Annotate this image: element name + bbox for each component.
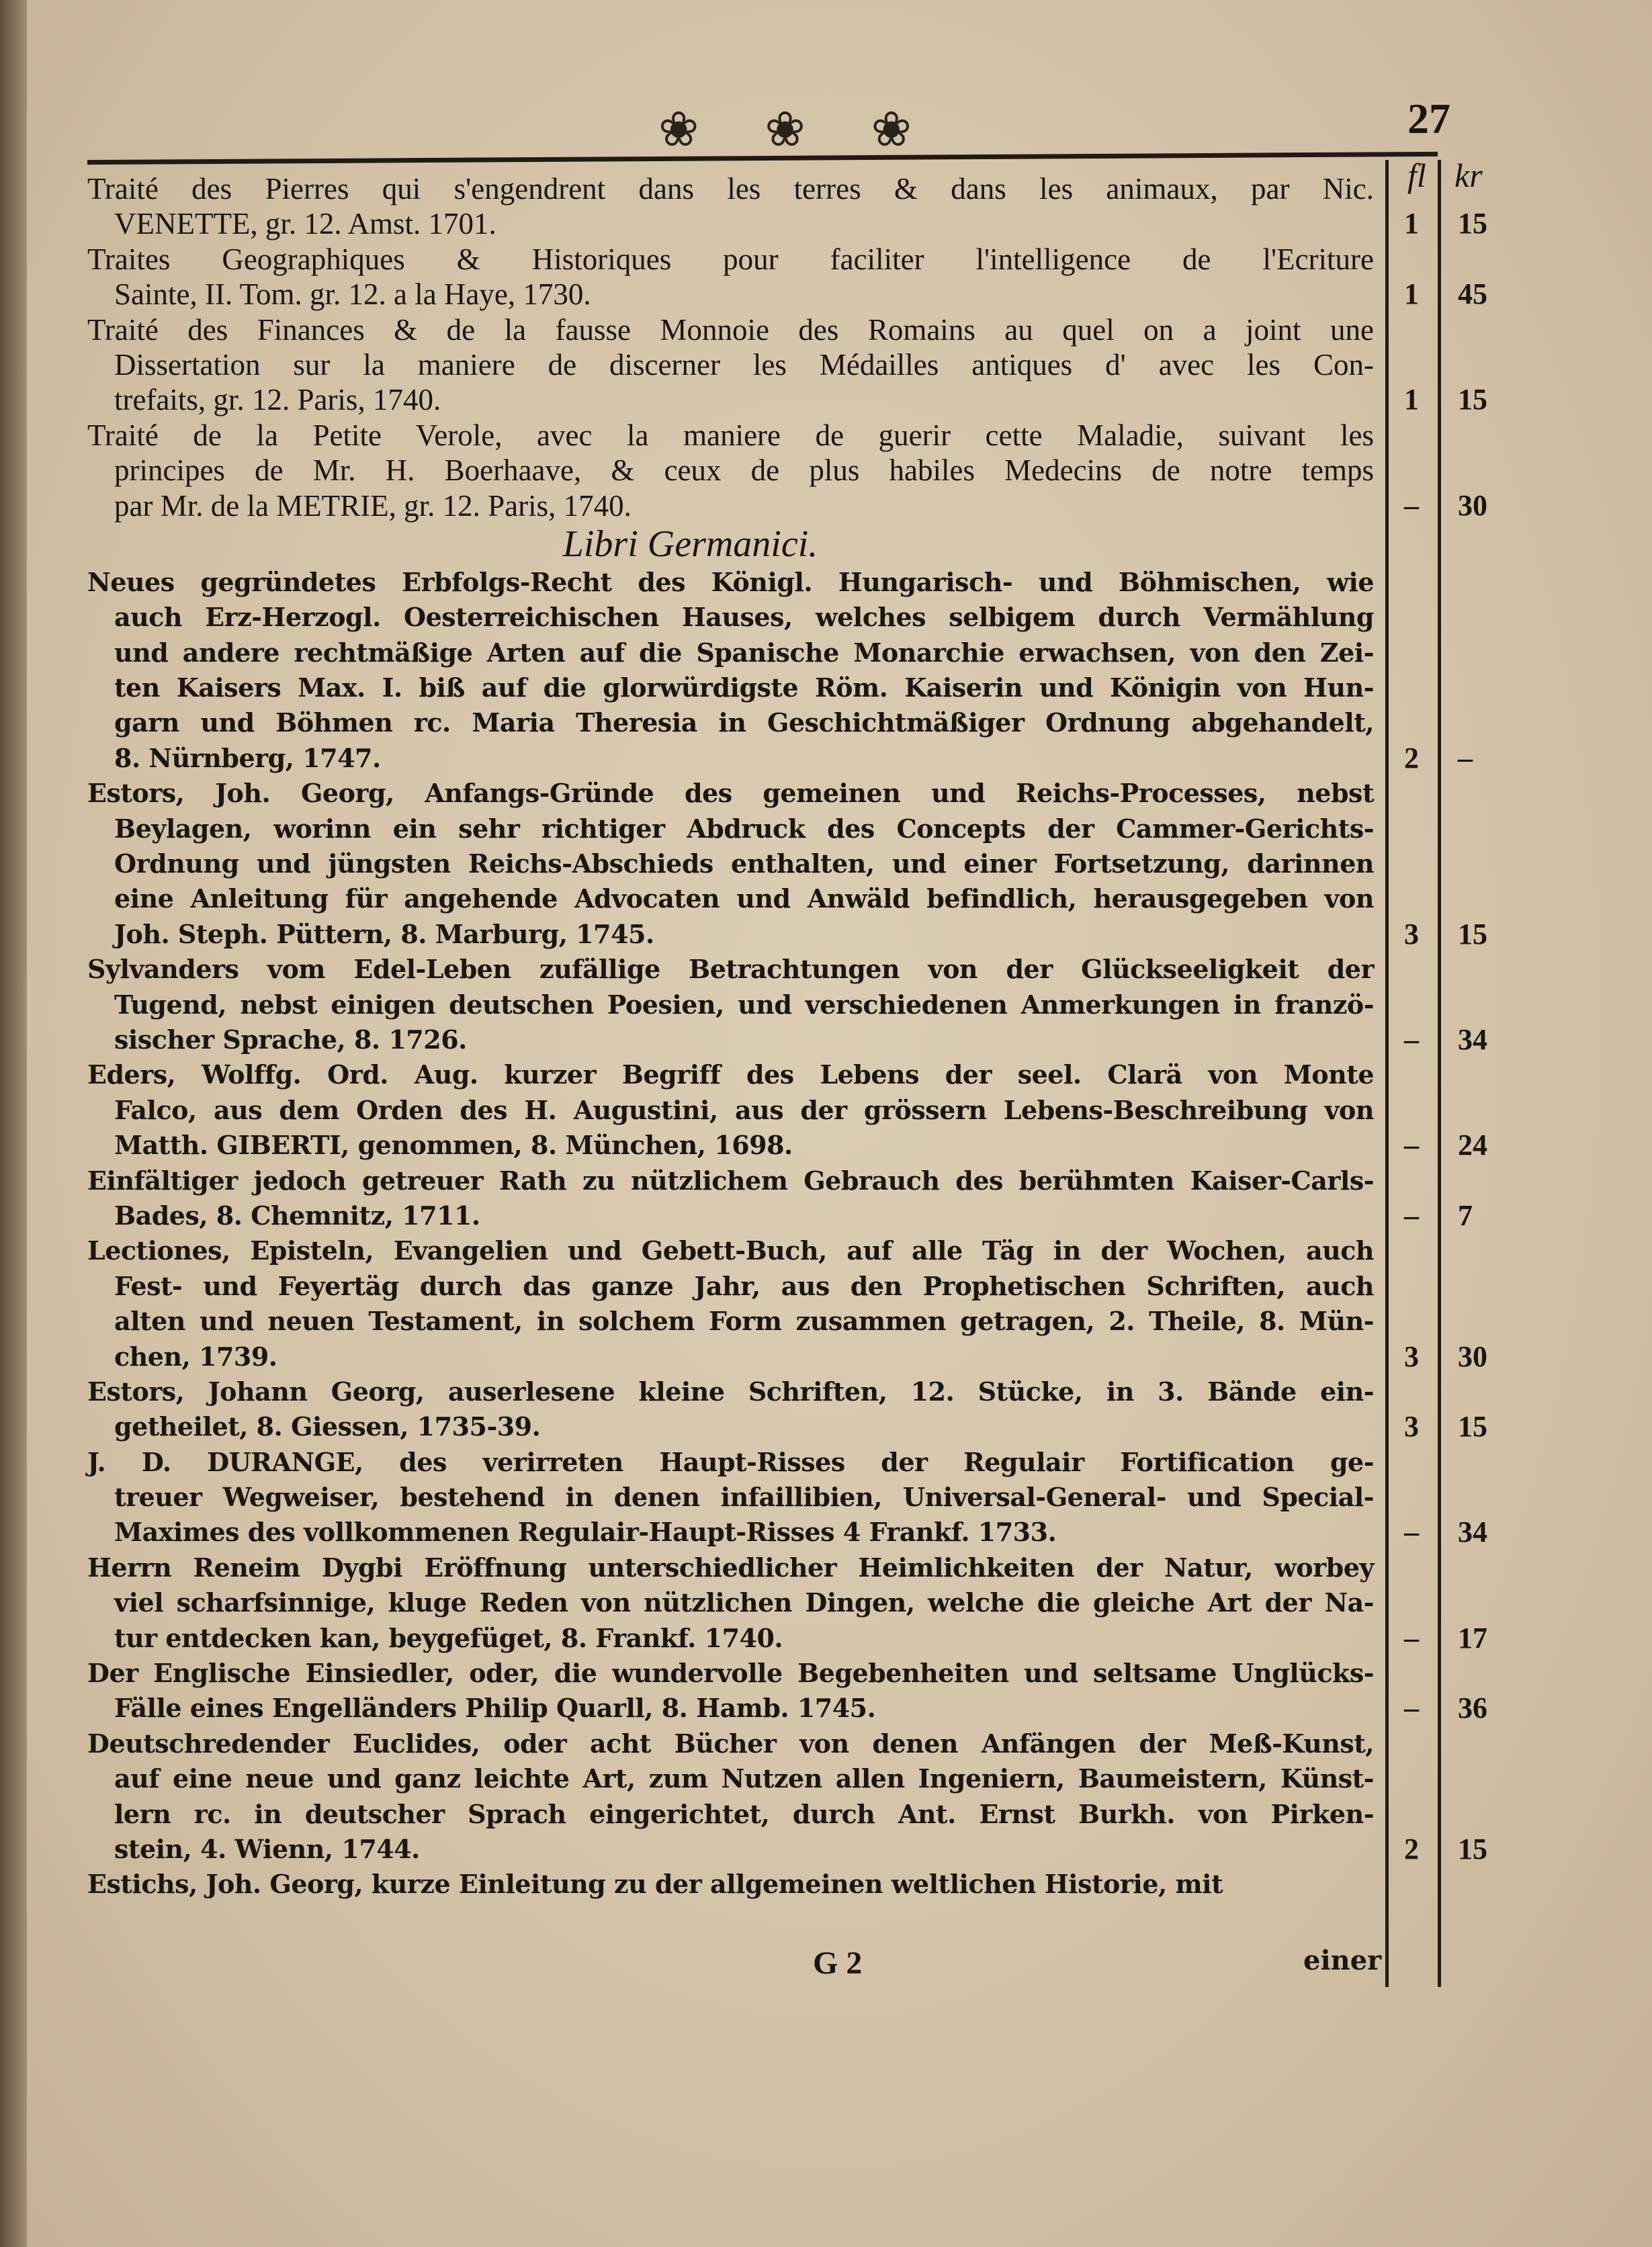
entry-text: und andere rechtmäßige Arten auf die Spanische Monarchie erwachsen, von den Zei- — [114, 637, 1374, 668]
price-kr: 15 — [1458, 383, 1487, 416]
entry-line — [87, 1726, 1374, 1761]
entry-text: garn und Böhmen rc. Maria Theresia in Geschichtmäßiger Ordnung abgehandelt, — [114, 707, 1374, 738]
price-kr: 17 — [1458, 1621, 1487, 1655]
entry-line — [87, 418, 1374, 453]
entry-text: Matth. GIBERTI, genommen, 8. München, 1698. — [114, 1130, 793, 1161]
price-fl: – — [1404, 1515, 1419, 1549]
price-kr: 15 — [1458, 1832, 1487, 1865]
entry-line — [87, 1198, 1473, 1233]
catalogue-entry — [87, 242, 1487, 312]
price-kr: 15 — [1458, 917, 1487, 951]
entry-text: alten und neuen Testament, in solchem Form zusammen getragen, 2. Theile, 8. Mün- — [114, 1306, 1374, 1337]
price-fl: – — [1404, 1621, 1419, 1655]
catalogue-entry — [87, 418, 1487, 523]
price-kr: 15 — [1458, 207, 1487, 240]
entry-text: sischer Sprache, 8. 1726. — [114, 1024, 467, 1055]
price-fl: 2 — [1404, 1832, 1419, 1865]
entry-line — [87, 1656, 1374, 1691]
entry-line — [87, 171, 1374, 206]
column-header-kr: kr — [1454, 157, 1483, 194]
catalogue-entry — [87, 1233, 1487, 1374]
price-fl: – — [1404, 1691, 1419, 1725]
entry-text: treuer Wegweiser, bestehend in denen infaillibien, Universal-General- und Special- — [114, 1482, 1374, 1513]
entry-line — [87, 705, 1374, 740]
catalogue-entry — [87, 1867, 1374, 1902]
entry-line — [87, 1022, 1487, 1057]
entry-text: Der Englische Einsiedler, oder, die wundervolle Begebenheiten und seltsame Unglücks- — [87, 1658, 1374, 1689]
price-fl: 3 — [1404, 917, 1419, 951]
price-kr: 34 — [1458, 1022, 1487, 1056]
entry-line — [87, 1163, 1374, 1198]
price-fl: – — [1404, 1129, 1419, 1162]
catalogue-entry — [87, 565, 1473, 776]
entry-text: Herrn Reneim Dygbi Eröffnung unterschiedlicher Heimlichkeiten der Natur, worbey — [87, 1552, 1374, 1583]
entry-line — [87, 1374, 1374, 1409]
entry-text: eine Anleitung für angehende Advocaten und Anwäld befindlich, herausgegeben von — [114, 883, 1374, 914]
entry-text: Neues gegründetes Erbfolgs-Recht des Königl. Hungarisch- und Böhmischen, wie — [87, 566, 1374, 597]
price-kr: – — [1458, 741, 1473, 775]
section-heading: Libri Germanici. — [562, 523, 818, 565]
entry-line — [87, 1585, 1374, 1620]
entry-line — [87, 565, 1374, 600]
entry-line — [87, 1621, 1487, 1656]
price-fl: – — [1404, 1198, 1419, 1232]
entry-text: Sylvanders vom Edel-Leben zufällige Betrachtungen von der Glückseeligkeit der — [87, 954, 1374, 985]
entry-text: Maximes des vollkommenen Regulair-Haupt-Risses 4 Frankf. 1733. — [114, 1517, 1057, 1548]
catalogue-entry — [87, 1550, 1487, 1656]
price-fl: 1 — [1404, 383, 1419, 416]
entry-text: ten Kaisers Max. I. biß auf die glorwürdigste Röm. Kaiserin und Königin von Hun- — [114, 672, 1374, 703]
entry-line — [87, 1691, 1487, 1726]
catalogue-entry — [87, 1163, 1473, 1234]
entry-line — [87, 670, 1374, 705]
page-number: 27 — [1407, 95, 1450, 142]
column-divider-left — [1385, 160, 1389, 1987]
price-kr: 7 — [1458, 1198, 1473, 1232]
catalogue-entry — [87, 1374, 1487, 1445]
entry-line — [87, 917, 1487, 952]
entry-text: Fälle eines Engelländers Philip Quarll, 8. Hamb. 1745. — [114, 1693, 876, 1724]
price-fl: 1 — [1404, 277, 1419, 311]
entry-text: getheilet, 8. Giessen, 1735-39. — [114, 1411, 541, 1442]
price-fl: 2 — [1404, 741, 1419, 775]
entry-text: Estichs, Joh. Georg, kurze Einleitung zu der allgemeinen weltlichen Historie, mit — [87, 1869, 1223, 1900]
entry-line — [87, 1093, 1374, 1128]
entry-line — [87, 206, 1487, 241]
entry-line — [87, 1797, 1374, 1832]
catalogue-entry — [87, 776, 1487, 952]
price-kr: 15 — [1458, 1410, 1487, 1444]
entry-line — [87, 1128, 1487, 1163]
entry-line — [87, 776, 1374, 811]
entry-line — [87, 1233, 1374, 1268]
entry-line — [87, 1480, 1374, 1515]
price-fl: – — [1404, 1022, 1419, 1056]
catalogue-entry — [87, 952, 1487, 1057]
entry-text: Fest- und Feyertäg durch das ganze Jahr, aus den Prophetischen Schriften, auch — [114, 1270, 1374, 1301]
column-header-fl: fl — [1407, 157, 1426, 194]
entry-text: Deutschredender Euclides, oder acht Bücher von denen Anfängen der Meß-Kunst, — [87, 1728, 1374, 1759]
price-kr: 30 — [1458, 1339, 1487, 1373]
price-fl: 3 — [1404, 1339, 1419, 1373]
entry-line — [87, 1867, 1374, 1902]
entry-text: Dissertation sur la maniere de discerner les Médailles antiques d' avec les Con- — [114, 347, 1374, 382]
entry-text: Traité des Finances & de la fausse Monnoie des Romains au quel on a joint une — [87, 312, 1374, 347]
price-kr: 36 — [1458, 1691, 1487, 1725]
price-fl: 1 — [1404, 207, 1419, 240]
entry-line — [87, 1409, 1487, 1444]
entry-line — [87, 846, 1374, 881]
price-kr: 45 — [1458, 277, 1487, 311]
entry-line — [87, 1550, 1374, 1585]
entry-line — [87, 600, 1374, 635]
entry-text: J. D. DURANGE, des verirreten Haupt-Risses der Regulair Fortification ge- — [87, 1446, 1374, 1477]
entry-text: Eders, Wolffg. Ord. Aug. kurzer Begriff des Lebens der seel. Clarä von Monte — [87, 1059, 1374, 1090]
entry-text: Sainte, II. Tom. gr. 12. a la Haye, 1730. — [114, 277, 591, 312]
entry-line — [87, 1515, 1487, 1550]
entry-line — [87, 811, 1374, 846]
entry-line — [87, 488, 1487, 523]
entry-line — [87, 1832, 1487, 1867]
entry-line — [87, 987, 1374, 1022]
entry-text: par Mr. de la METRIE, gr. 12. Paris, 1740. — [114, 488, 632, 523]
entry-text: Joh. Steph. Püttern, 8. Marburg, 1745. — [114, 918, 654, 949]
entry-line — [87, 1269, 1374, 1304]
entry-line — [87, 635, 1374, 670]
entry-line — [87, 453, 1374, 488]
signature-mark: G 2 — [813, 1945, 863, 1981]
entry-text: Lectiones, Episteln, Evangelien und Gebett-Buch, auf alle Täg in der Wochen, auch — [87, 1235, 1374, 1266]
price-fl: 3 — [1404, 1410, 1419, 1444]
header-ornaments: ❀ ❀ ❀ — [658, 103, 939, 157]
entry-text: tur entdecken kan, beygefüget, 8. Frankf. 1740. — [114, 1622, 783, 1653]
entry-text: Beylagen, worinn ein sehr richtiger Abdruck des Concepts der Cammer-Gerichts- — [114, 813, 1374, 844]
entry-text: Bades, 8. Chemnitz, 1711. — [114, 1200, 480, 1231]
catalogue-entry — [87, 312, 1487, 418]
entry-text: auf eine neue und ganz leichte Art, zum Nutzen allen Ingeniern, Baumeistern, Künst- — [114, 1763, 1374, 1794]
entry-line — [87, 242, 1374, 277]
entry-line — [87, 312, 1374, 347]
price-kr: 30 — [1458, 488, 1487, 522]
entry-text: auch Erz-Herzogl. Oesterreichischen Hauses, welches selbigem durch Vermählung — [114, 602, 1374, 633]
entry-text: Einfältiger jedoch getreuer Rath zu nützlichem Gebrauch des berühmten Kaiser-Carls- — [87, 1165, 1374, 1196]
entry-text: Traites Geographiques & Historiques pour faciliter l'intelligence de l'Ecriture — [87, 242, 1374, 276]
page-edge — [0, 0, 27, 2247]
entry-text: viel scharfsinnige, kluge Reden von nützlichen Dingen, welche die gleiche Art der Na- — [114, 1587, 1374, 1618]
price-kr: 24 — [1458, 1129, 1487, 1162]
entry-line — [87, 277, 1487, 312]
entry-line — [87, 881, 1374, 916]
entry-line — [87, 1761, 1374, 1796]
entry-line — [87, 347, 1374, 382]
entry-text: 8. Nürnberg, 1747. — [114, 742, 381, 773]
catalogue-entry — [87, 1656, 1487, 1726]
entry-text: trefaits, gr. 12. Paris, 1740. — [114, 383, 441, 417]
entry-text: VENETTE, gr. 12. Amst. 1701. — [114, 207, 496, 241]
catalogue-entry — [87, 1726, 1487, 1867]
entry-text: principes de Mr. H. Boerhaave, & ceux de plus habiles Medecins de notre temps — [114, 453, 1374, 488]
entry-text: Ordnung und jüngsten Reichs-Abschieds enthalten, und einer Fortsetzung, darinnen — [114, 848, 1374, 879]
entry-line — [87, 1057, 1374, 1092]
price-fl: – — [1404, 488, 1419, 522]
catalogue-entry — [87, 1445, 1487, 1550]
entry-line — [87, 952, 1374, 987]
catchword: einer — [1303, 1945, 1382, 1976]
entry-line — [87, 1445, 1374, 1480]
entry-line — [87, 1339, 1487, 1374]
german-section — [87, 565, 1487, 1902]
entry-text: chen, 1739. — [114, 1341, 277, 1372]
entry-text: Traité de la Petite Verole, avec la maniere de guerir cette Maladie, suivant les — [87, 418, 1374, 452]
entry-text: lern rc. in deutscher Sprach eingerichtet, durch Ant. Ernst Burkh. von Pirken- — [114, 1798, 1374, 1829]
entry-text: Falco, aus dem Orden des H. Augustini, aus der grössern Lebens-Beschreibung von — [114, 1094, 1374, 1125]
catalogue-entry — [87, 1057, 1487, 1163]
entry-text: Tugend, nebst einigen deutschen Poesien, und verschiedenen Anmerkungen in franzö- — [114, 989, 1374, 1020]
entry-text: Traité des Pierres qui s'engendrent dans les terres & dans les animaux, par Nic. — [87, 172, 1374, 206]
price-kr: 34 — [1458, 1515, 1487, 1549]
entry-text: Estors, Joh. Georg, Anfangs-Gründe des gemeinen und Reichs-Processes, nebst — [87, 778, 1374, 809]
entry-text: Estors, Johann Georg, auserlesene kleine Schriften, 12. Stücke, in 3. Bände ein- — [87, 1376, 1374, 1407]
entry-line — [87, 1304, 1374, 1339]
entry-text: stein, 4. Wienn, 1744. — [114, 1833, 420, 1864]
entry-line — [87, 382, 1487, 417]
entry-line — [87, 741, 1473, 776]
